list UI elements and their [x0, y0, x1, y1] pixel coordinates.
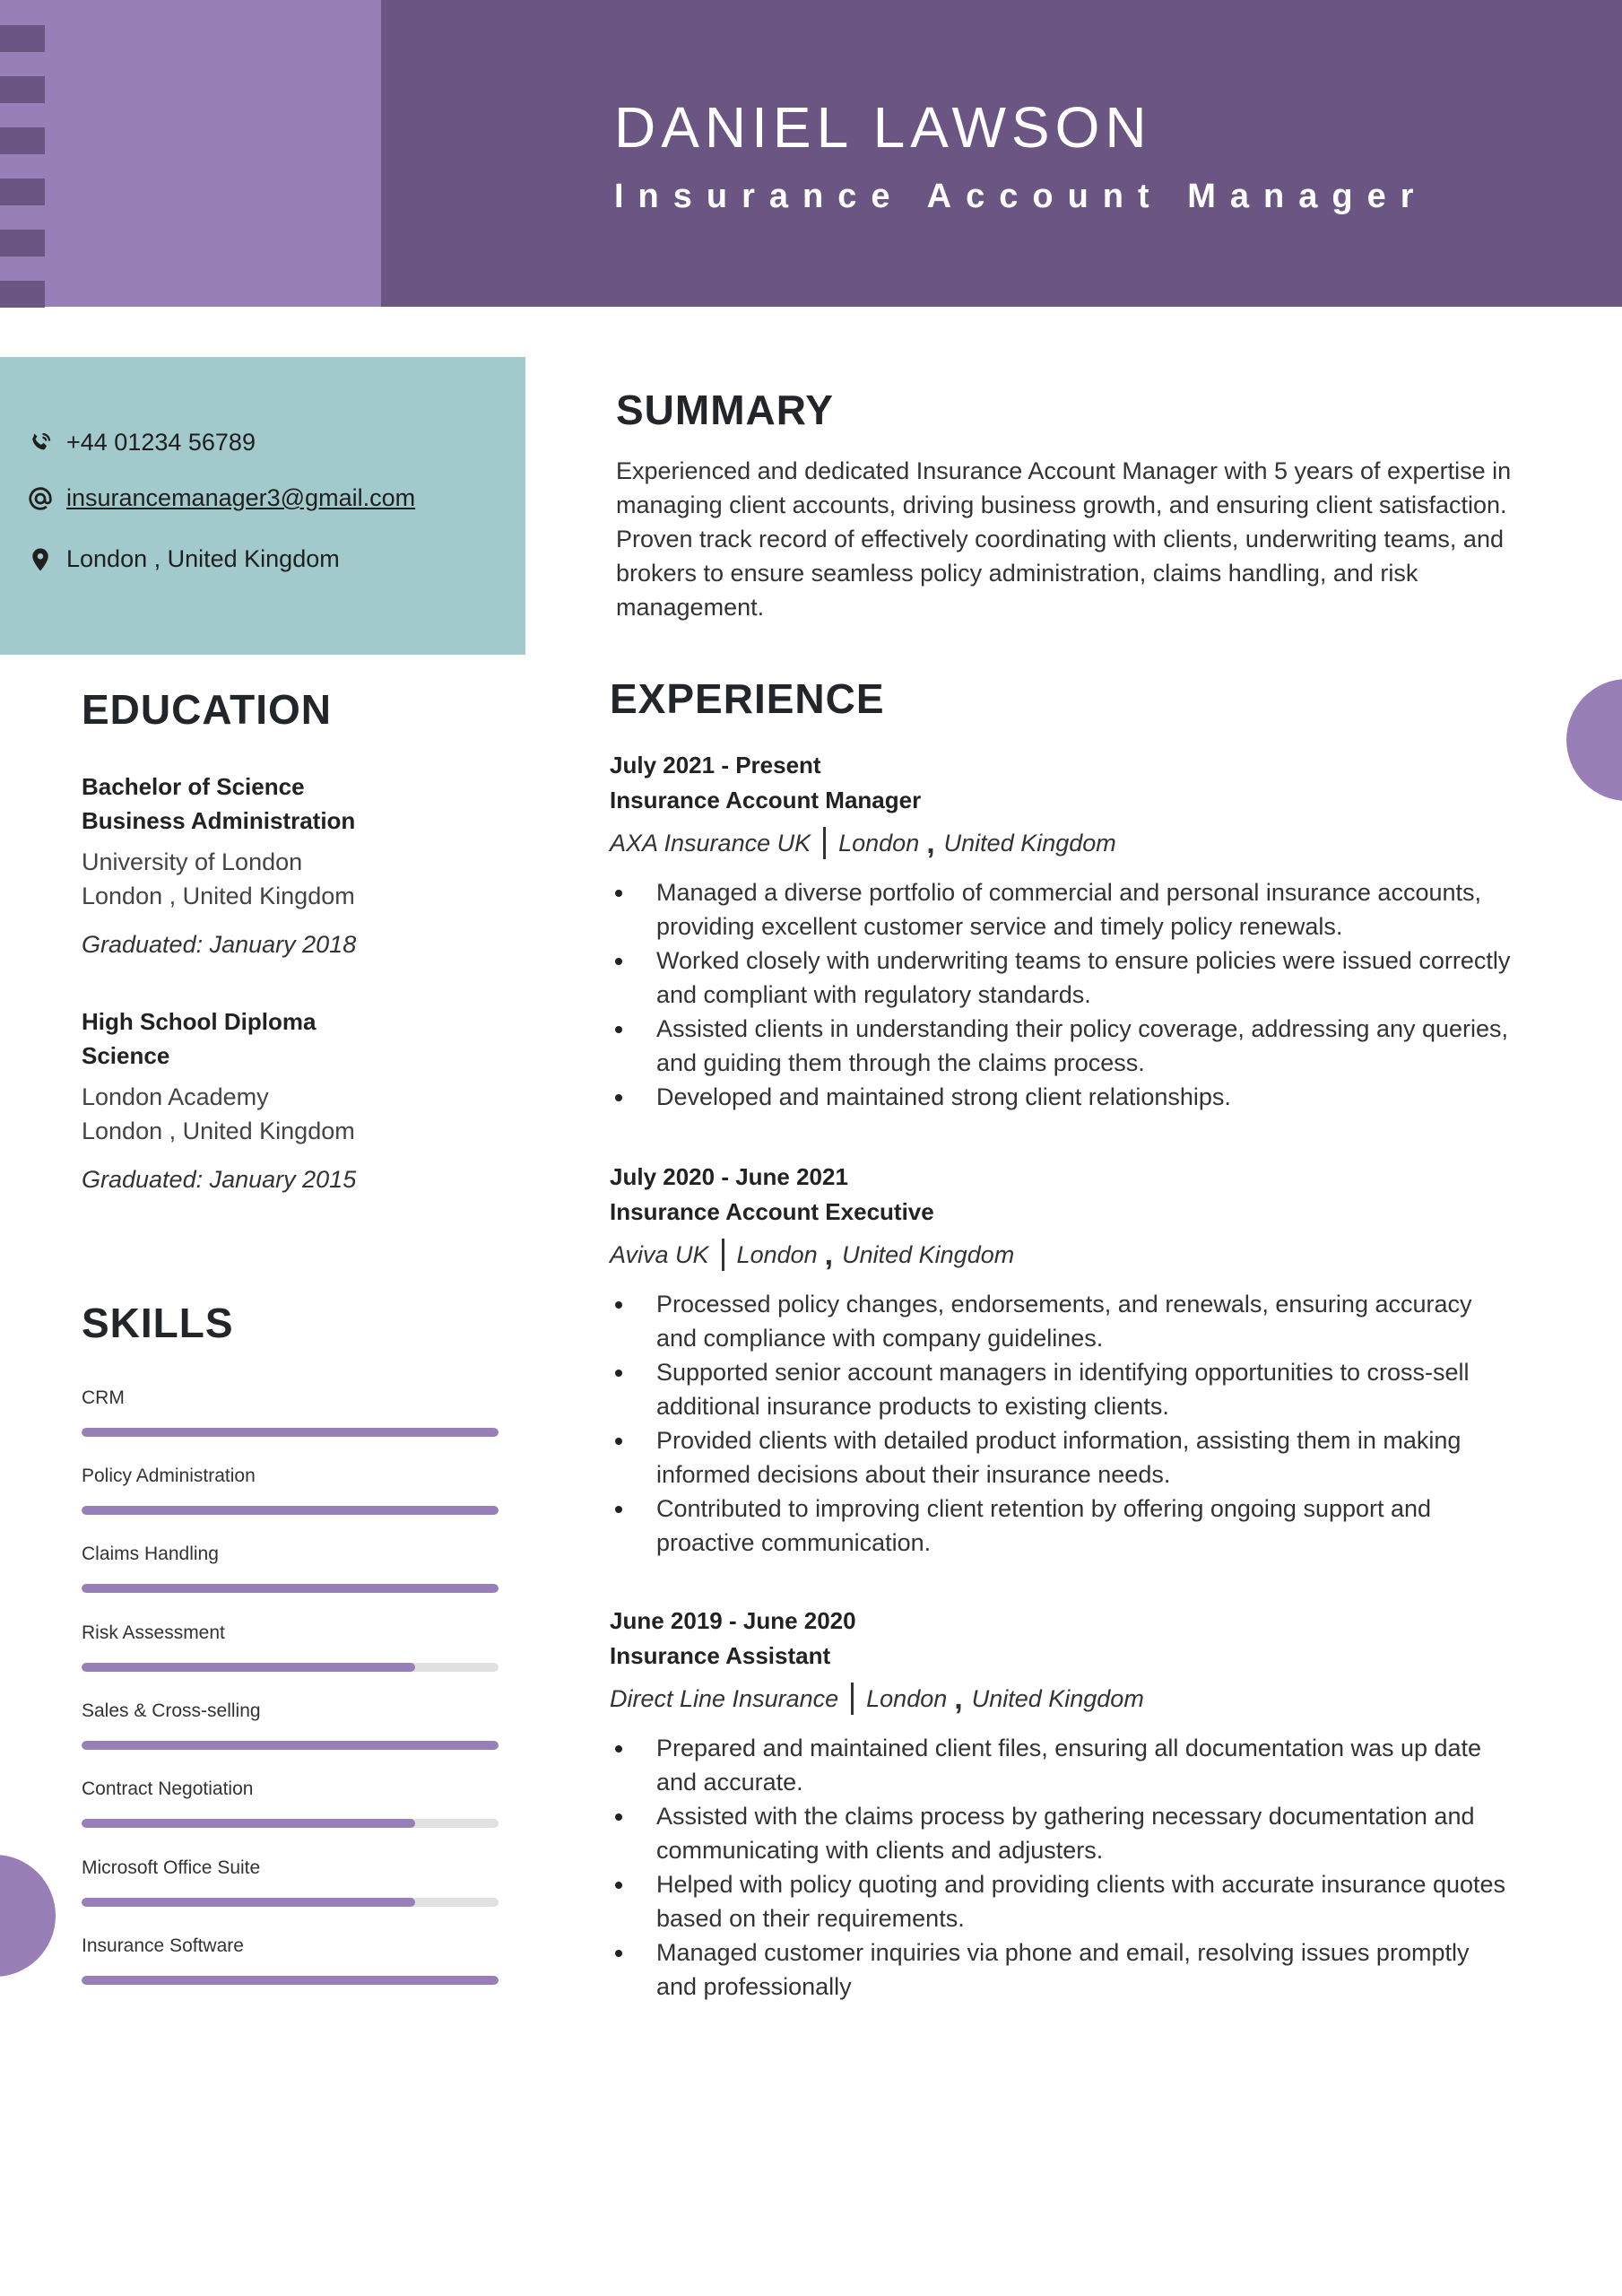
- job-bullets: [610, 1731, 1515, 2004]
- company-name: Aviva UK: [610, 1240, 709, 1268]
- school-location: London , United Kingdom: [82, 1118, 355, 1144]
- skill-bar-fill: [82, 1584, 499, 1593]
- skill-label: CRM: [82, 1387, 125, 1408]
- location-pin-icon: [27, 546, 54, 573]
- bullet-item: Assisted clients in understanding their policy coverage, addressing any queries, and guiding them through the claims process.: [610, 1012, 1515, 1080]
- education-entry: [82, 1004, 476, 1196]
- contact-location: [27, 545, 340, 573]
- contact-email[interactable]: [27, 484, 415, 512]
- company-country: United Kingdom: [943, 829, 1116, 857]
- at-icon: [27, 485, 54, 512]
- header-stripe: [0, 281, 45, 308]
- skill-label: Sales & Cross-selling: [82, 1700, 261, 1721]
- summary-heading: SUMMARY: [616, 387, 834, 433]
- skill-label: Insurance Software: [82, 1935, 244, 1956]
- phone-number: +44 01234 56789: [66, 429, 256, 456]
- skill-item: [82, 1544, 499, 1593]
- job-company-line: [610, 1683, 1515, 1715]
- experience-entry: [610, 1163, 1515, 1560]
- company-city: London: [866, 1684, 948, 1712]
- skill-bar-fill: [82, 1663, 415, 1672]
- skill-item: [82, 1857, 499, 1907]
- experience-heading: EXPERIENCE: [610, 675, 885, 722]
- job-company-line: [610, 827, 1515, 859]
- job-role: Insurance Account Executive: [610, 1198, 934, 1225]
- skill-item: [82, 1700, 499, 1750]
- job-bullets: [610, 875, 1515, 1114]
- header-stripe: [0, 230, 45, 257]
- degree-name: High School Diploma: [82, 1008, 317, 1035]
- experience-entry: [610, 752, 1515, 1114]
- skill-bar-fill: [82, 1898, 415, 1907]
- skill-bar: [82, 1428, 499, 1437]
- degree-name: Bachelor of Science: [82, 773, 305, 800]
- header-stripe: [0, 178, 45, 205]
- candidate-title: Insurance Account Manager: [614, 178, 1428, 215]
- degree-field: Business Administration: [82, 807, 356, 834]
- skill-bar: [82, 1506, 499, 1515]
- skill-item: [82, 1622, 499, 1672]
- skill-bar-fill: [82, 1506, 499, 1515]
- job-bullets: [610, 1287, 1515, 1560]
- skill-label: Microsoft Office Suite: [82, 1857, 261, 1878]
- bullet-item: Provided clients with detailed product information, assisting them in making informed decisions about their insurance needs.: [610, 1423, 1515, 1492]
- company-city: London: [736, 1240, 818, 1268]
- skill-bar: [82, 1741, 499, 1750]
- skill-bar: [82, 1663, 499, 1672]
- job-role: Insurance Assistant: [610, 1642, 831, 1669]
- bullet-item: Assisted with the claims process by gathering necessary documentation and communicating with clients and adjusters.: [610, 1799, 1515, 1867]
- candidate-name: DANIEL LAWSON: [614, 95, 1152, 160]
- school-name: London Academy: [82, 1083, 269, 1110]
- separator: [722, 1239, 724, 1271]
- graduation-date: Graduated: January 2015: [82, 1166, 357, 1193]
- job-dates: July 2020 - June 2021: [610, 1163, 848, 1190]
- skill-bar: [82, 1819, 499, 1828]
- header-accent-panel: [0, 0, 381, 307]
- header-stripe: [0, 127, 45, 154]
- bullet-item: Contributed to improving client retention by offering ongoing support and proactive communication.: [610, 1492, 1515, 1560]
- school-name: University of London: [82, 848, 303, 875]
- skill-item: [82, 1387, 499, 1437]
- graduation-date: Graduated: January 2018: [82, 931, 357, 958]
- separator: [851, 1683, 854, 1715]
- skill-item: [82, 1935, 499, 1985]
- experience-entry: [610, 1607, 1515, 2004]
- skill-label: Risk Assessment: [82, 1622, 225, 1643]
- company-country: United Kingdom: [842, 1240, 1015, 1268]
- education-entry: [82, 770, 476, 961]
- bullet-item: Managed a diverse portfolio of commercial and personal insurance accounts, providing excellent customer service and timely policy renewals.: [610, 875, 1515, 944]
- header-stripe: [0, 25, 45, 52]
- skill-bar-fill: [82, 1741, 499, 1750]
- bullet-item: Managed customer inquiries via phone and email, resolving issues promptly and professionally: [610, 1935, 1515, 2004]
- skill-bar-fill: [82, 1819, 415, 1828]
- bullet-item: Supported senior account managers in identifying opportunities to cross-sell additional insurance products to existing clients.: [610, 1355, 1515, 1423]
- skills-heading: SKILLS: [82, 1300, 234, 1346]
- skill-bar: [82, 1976, 499, 1985]
- job-dates: July 2021 - Present: [610, 752, 821, 778]
- skill-label: Policy Administration: [82, 1465, 256, 1486]
- skill-item: [82, 1465, 499, 1515]
- comma: ,: [824, 1238, 834, 1272]
- skill-bar-fill: [82, 1976, 499, 1985]
- phone-icon: [27, 430, 54, 457]
- bullet-item: Prepared and maintained client files, ensuring all documentation was up date and accurate.: [610, 1731, 1515, 1799]
- comma: ,: [954, 1682, 963, 1716]
- skill-bar-fill: [82, 1428, 499, 1437]
- company-city: London: [838, 829, 920, 857]
- company-name: AXA Insurance UK: [610, 829, 811, 857]
- skill-bar: [82, 1898, 499, 1907]
- bullet-item: Processed policy changes, endorsements, and renewals, ensuring accuracy and compliance with company guidelines.: [610, 1287, 1515, 1355]
- skill-item: [82, 1779, 499, 1828]
- bullet-item: Worked closely with underwriting teams to ensure policies were issued correctly and compliant with regulatory standards.: [610, 944, 1515, 1012]
- decorative-circle: [1566, 679, 1622, 801]
- decorative-circle: [0, 1855, 56, 1977]
- job-dates: June 2019 - June 2020: [610, 1607, 856, 1634]
- comma: ,: [926, 826, 935, 860]
- company-country: United Kingdom: [971, 1684, 1144, 1712]
- education-heading: EDUCATION: [82, 686, 333, 733]
- summary-text: Experienced and dedicated Insurance Account Manager with 5 years of expertise in managing client accounts, driving business growth, and ensuring client satisfaction. Proven track record of effectively coordinating with clients, underwriting teams, and brokers to ensure seamless policy administration, claims handling, and risk management.: [616, 457, 1512, 621]
- school-location: London , United Kingdom: [82, 883, 355, 909]
- contact-phone: [27, 429, 256, 457]
- skill-label: Claims Handling: [82, 1544, 219, 1564]
- location-text: London , United Kingdom: [66, 545, 340, 572]
- job-role: Insurance Account Manager: [610, 787, 922, 813]
- separator: [823, 827, 826, 859]
- email-link[interactable]: insurancemanager3@gmail.com: [66, 484, 416, 511]
- bullet-item: Developed and maintained strong client relationships.: [610, 1080, 1515, 1114]
- skill-bar: [82, 1584, 499, 1593]
- job-company-line: [610, 1239, 1515, 1271]
- skill-label: Contract Negotiation: [82, 1779, 254, 1799]
- header-stripe: [0, 76, 45, 103]
- bullet-item: Helped with policy quoting and providing clients with accurate insurance quotes based on their requirements.: [610, 1867, 1515, 1935]
- degree-field: Science: [82, 1042, 170, 1069]
- company-name: Direct Line Insurance: [610, 1684, 839, 1712]
